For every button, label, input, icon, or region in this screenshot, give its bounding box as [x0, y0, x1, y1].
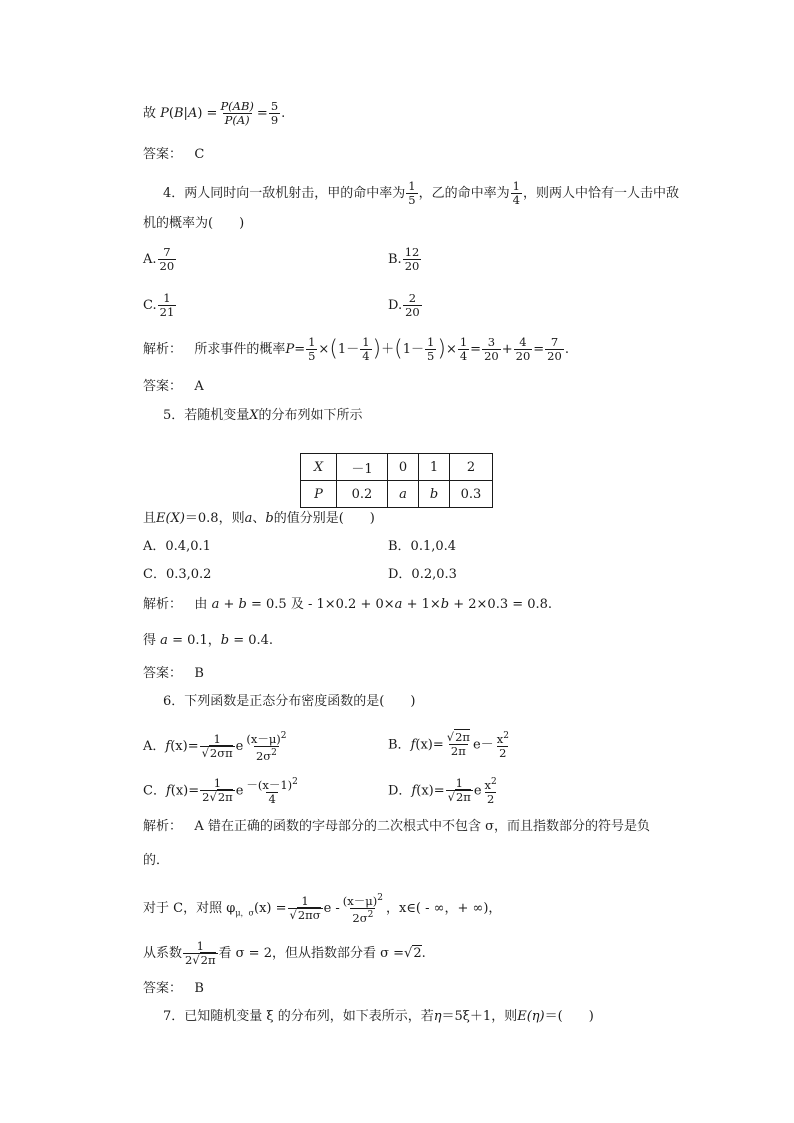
option-c[interactable]: C. $\frac{1}{21}$: [143, 291, 175, 319]
table-row: X －1 0 1 2: [301, 454, 493, 481]
fraction: $\frac{1}{5}$: [308, 335, 316, 363]
question-4-stem-cont: 机的概率为( ): [143, 216, 245, 231]
question-5-stem: 5．若随机变量X的分布列如下所示: [163, 408, 363, 423]
fraction: $\frac{1}{21}$: [159, 291, 175, 319]
option-d[interactable]: D．0.2,0.3: [388, 567, 457, 582]
option-d[interactable]: D．f(x)= $\frac{1}{√2\pi}$ e $\frac{x^2}{2}$: [388, 776, 497, 806]
fraction: $\frac{(x-\mu)^2}{2\sigma^2}$: [246, 731, 287, 763]
fraction: $\frac{2}{20}$: [405, 291, 420, 319]
fraction: $\frac{√2\pi}{2\pi}$: [446, 730, 470, 759]
question-7-stem: 7．已知随机变量 ξ 的分布列，如下表所示，若η＝5ξ＋1，则E(η)＝( ): [163, 1009, 594, 1024]
option-c[interactable]: C．0.3,0.2: [143, 567, 212, 582]
fraction: $\frac{12}{20}$: [404, 245, 420, 273]
fraction: $\frac{1}{√2\sigma\pi}$: [201, 731, 233, 760]
fraction: $\frac{1}{4}$: [459, 335, 468, 363]
fraction: $\frac{x^2}{2}$: [484, 777, 497, 806]
solution-6-compare: 对于 C，对照 $\varphi_{\mu,\sigma}(x)$ = $\frac{1}{√2\pi\sigma}$ e - $\frac{(x-\mu)^2}{2\sigma^2}$ ，x∈( - ∞，+ ∞)，: [143, 893, 502, 925]
table-row: P 0.2 a b 0.3: [301, 481, 493, 508]
option-b[interactable]: B. $\frac{12}{20}$: [388, 245, 420, 273]
question-5-condition: 且E(X)＝0.8，则a、b的值分别是( ): [143, 511, 375, 526]
solution-6-cont: 的．: [143, 853, 170, 868]
option-a[interactable]: A．0.4,0.1: [143, 539, 211, 554]
question-4-stem: 4．两人同时向一敌机射击，甲的命中率为 $\frac{1}{5}$ ，乙的命中率为 $\frac{1}{4}$ ，则两人中恰有一人击中敌: [163, 179, 679, 207]
option-a[interactable]: A．f(x)= $\frac{1}{√2\sigma\pi}$ e $\frac{(x-\mu)^2}{2\sigma^2}$: [143, 731, 287, 763]
distribution-table: [300, 453, 493, 508]
option-a[interactable]: A. $\frac{7}{20}$: [143, 245, 175, 273]
fraction: $\frac{7}{20}$: [159, 245, 175, 273]
fraction: $\frac{1}{4}$: [512, 179, 520, 207]
fraction: $\frac{(x-\mu)^2}{2\sigma^2}$: [342, 893, 383, 925]
answer-line: 答案： B: [143, 666, 204, 681]
conditional-probability-line: 故 P(B|A) = $\frac{P(AB)}{P(A)}$ = $\frac{5}{9}$ .: [143, 99, 286, 127]
solution-6: 解析： A 错在正确的函数的字母部分的二次根式中不包含 σ，而且指数部分的符号是负: [143, 819, 650, 834]
solution-5: 解析： 由 a + b = 0.5 及 - 1×0.2 + 0×a + 1×b + 2×0.3 = 0.8.: [143, 597, 553, 612]
solution-4: 解析： 所求事件的概率P= $\frac{1}{5}$ ×(1－ $\frac{1}{4}$ )＋(1－ $\frac{1}{5}$ )× $\frac{1}{4}$ = $\frac{3}{20}$ + $\frac{4}{20}$ = $\frac{7}{20}$ .: [143, 335, 569, 363]
fraction: $\frac{1}{5}$: [408, 179, 416, 207]
fraction: $\frac{3}{20}$: [484, 335, 499, 363]
answer-line: 答案： B: [143, 981, 204, 996]
fraction: $\frac{P(AB)}{P(A)}$: [220, 99, 254, 127]
fraction: $\frac{1}{2√2\pi}$: [202, 776, 233, 805]
solution-6-coefficient: 从系数 $\frac{1}{2√2\pi}$ 看 σ = 2，但从指数部分看 σ =√2.: [143, 939, 426, 967]
fraction: $\frac{1}{4}$: [362, 335, 370, 363]
option-b[interactable]: B．f(x)= $\frac{√2\pi}{2\pi}$ e－ $\frac{x^2}{2}$: [388, 730, 509, 760]
fraction: $\frac{1}{2√2\pi}$: [185, 939, 216, 967]
fraction: $\frac{7}{20}$: [547, 335, 562, 363]
answer-line: 答案： A: [143, 379, 204, 394]
option-b[interactable]: B．0.1,0.4: [388, 539, 457, 554]
solution-5-result: 得 a = 0.1，b = 0.4.: [143, 633, 274, 648]
fraction: $\frac{4}{20}$: [515, 335, 531, 363]
option-d[interactable]: D. $\frac{2}{20}$: [388, 291, 420, 319]
fraction: $\frac{-(x-1)^2}{4}$: [246, 777, 298, 806]
fraction: $\frac{x^2}{2}$: [496, 731, 509, 760]
fraction: $\frac{5}{9}$: [270, 99, 279, 127]
option-c[interactable]: C．f(x)= $\frac{1}{2√2\pi}$ e $\frac{-(x-1)^2}{4}$: [143, 776, 298, 806]
answer-line: 答案： C: [143, 147, 205, 162]
question-6-stem: 6．下列函数是正态分布密度函数的是( ): [163, 694, 416, 709]
fraction: $\frac{1}{√2\pi\sigma}$: [289, 893, 321, 922]
fraction: $\frac{1}{5}$: [427, 335, 435, 363]
fraction: $\frac{1}{√2\pi}$: [447, 776, 471, 805]
